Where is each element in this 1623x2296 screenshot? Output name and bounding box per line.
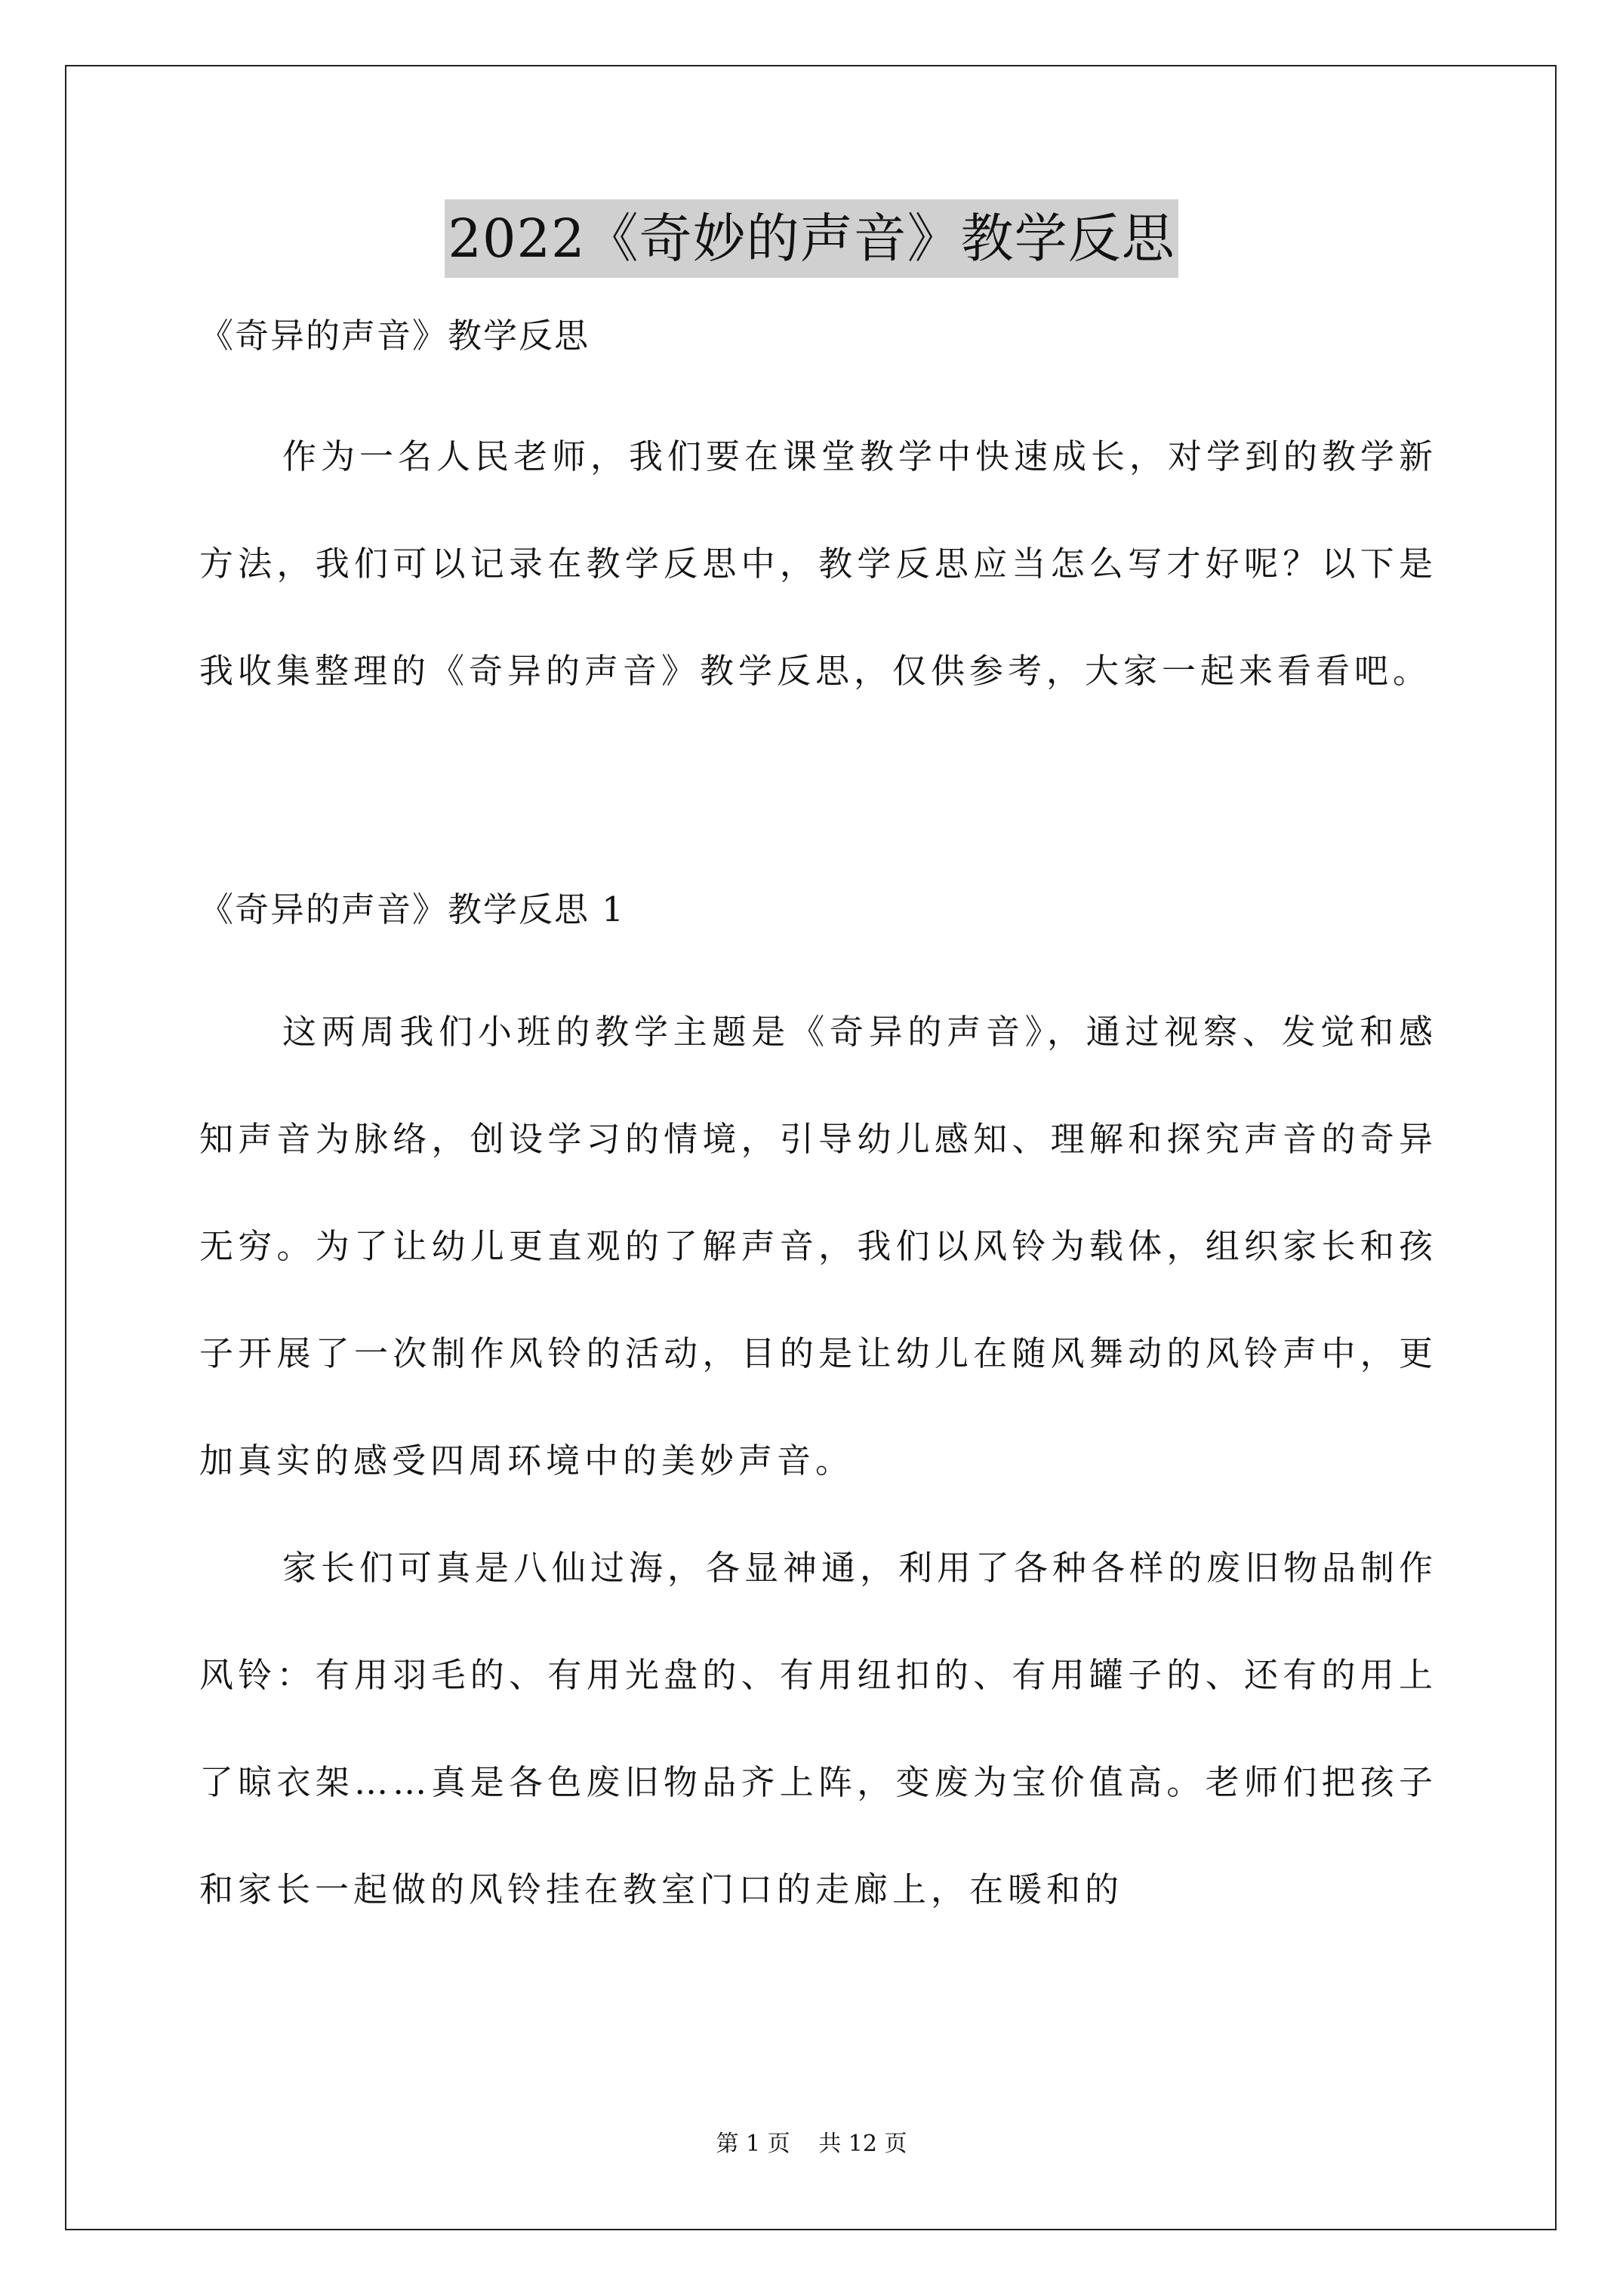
body-paragraph-2: 家长们可真是八仙过海，各显神通，利用了各种各样的废旧物品制作风铃：有用羽毛的、有用光盘的、有用纽扣的、有用罐子的、还有的用上了晾衣架……真是各色废旧物品齐上阵，变废为宝价值高。老师们把孩子和家长一起做的风铃挂在教室门口的走廊上，在暖和的 xyxy=(199,1548,1438,1909)
document-title: 2022《奇妙的声音》教学反思 xyxy=(445,199,1178,278)
document-body xyxy=(199,310,1437,1943)
page-number-total: 共 12 页 xyxy=(818,2131,907,2157)
subheading-main: 《奇异的声音》教学反思 xyxy=(199,316,590,356)
title-container xyxy=(0,199,1623,278)
intro-paragraph: 作为一名人民老师，我们要在课堂教学中快速成长，对学到的教学新方法，我们可以记录在教学反思中，教学反思应当怎么写才好呢？以下是我收集整理的《奇异的声音》教学反思，仅供参考，大家一起来看看吧。 xyxy=(199,436,1438,691)
page-footer xyxy=(0,2129,1623,2159)
body-paragraph-1: 这两周我们小班的教学主题是《奇异的声音》，通过视察、发觉和感知声音为脉络，创设学习的情境，引导幼儿感知、理解和探究声音的奇异无穷。为了让幼儿更直观的了解声音，我们以风铃为载体，组织家长和孩子开展了一次制作风铃的活动，目的是让幼儿在随风舞动的风铃声中，更加真实的感受四周环境中的美妙声音。 xyxy=(199,1012,1437,1481)
page-number-current: 第 1 页 xyxy=(716,2131,790,2157)
subheading-section-1: 《奇异的声音》教学反思 1 xyxy=(199,889,625,929)
